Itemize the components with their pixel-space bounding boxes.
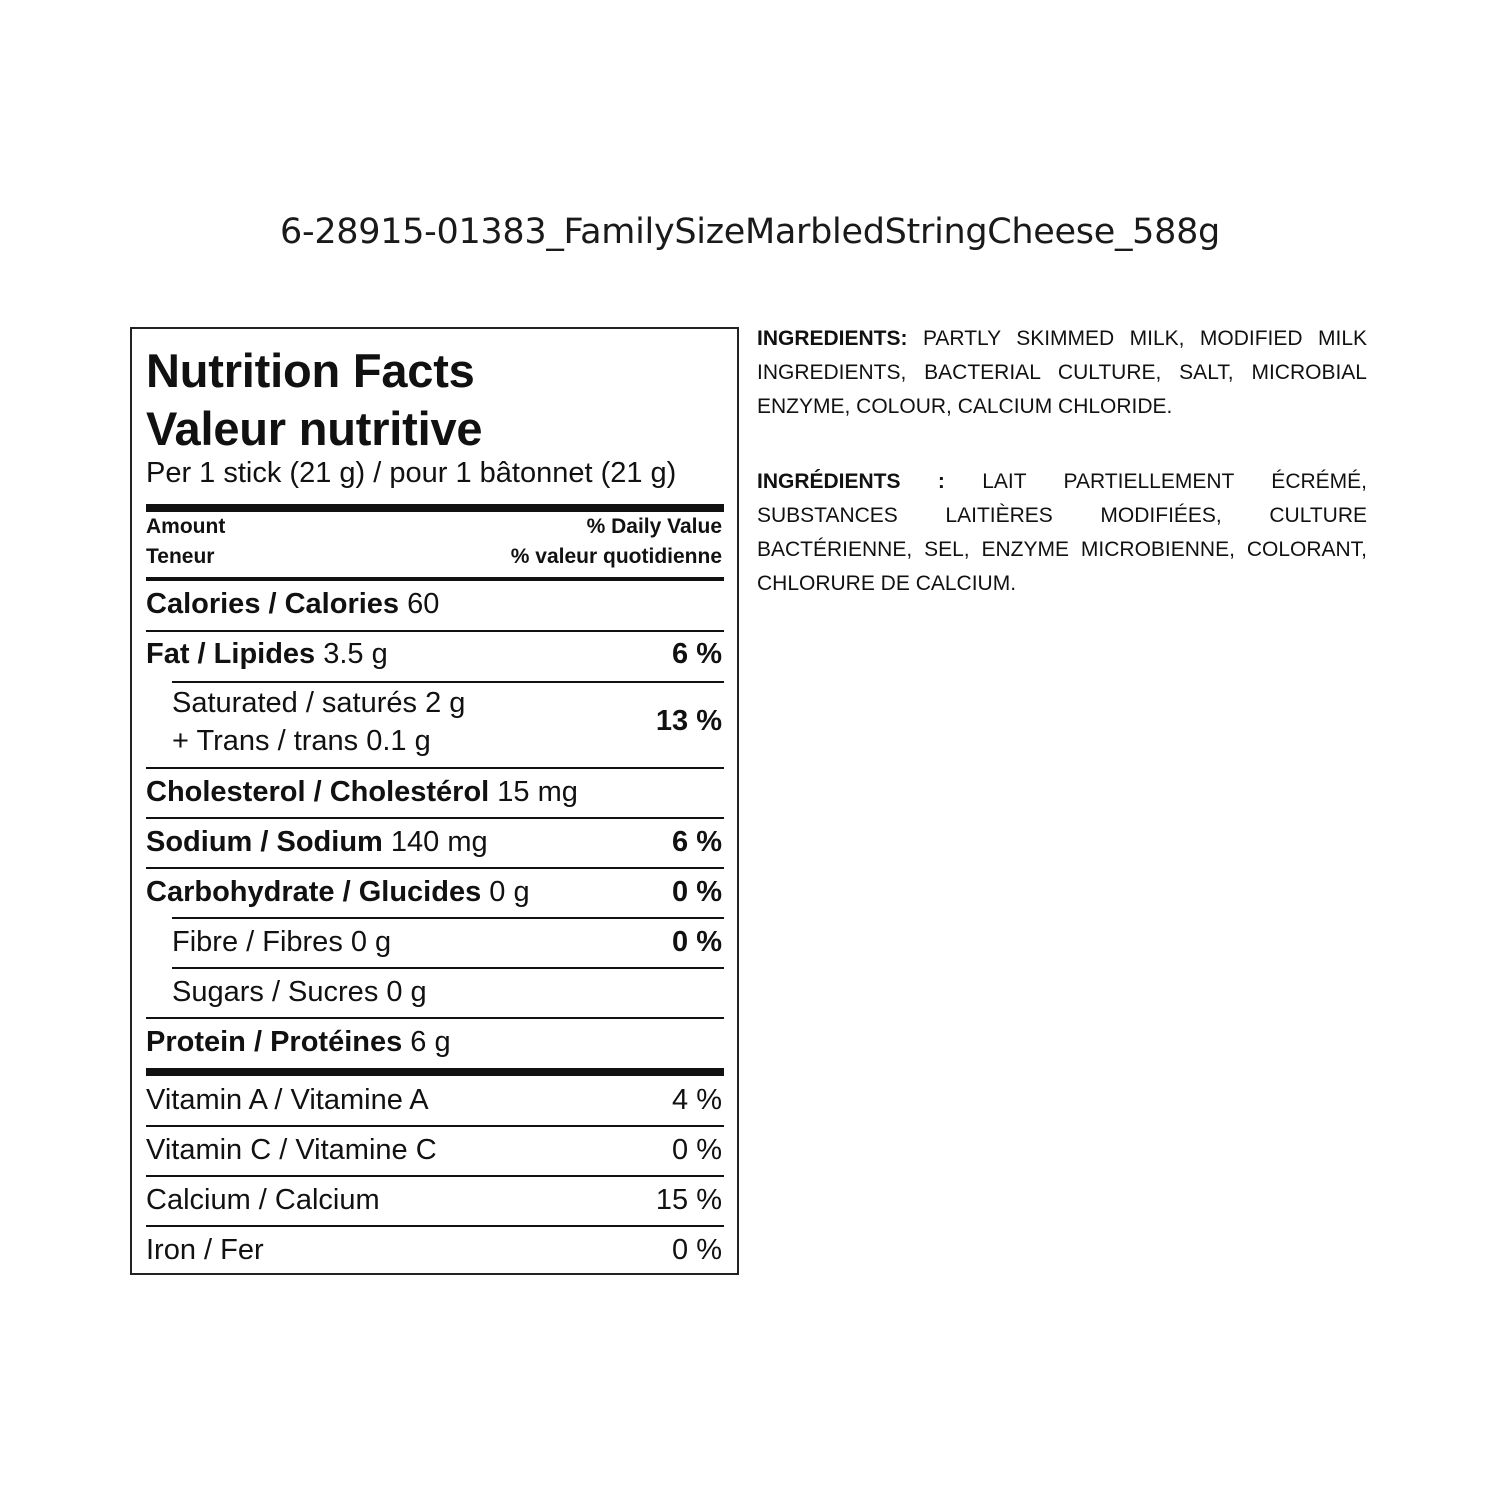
vitamin-a-dv: 4 % [672,1084,722,1116]
protein-row: Protein / Protéines 6 g [146,1026,451,1058]
fibre-row: Fibre / Fibres 0 g [172,926,392,958]
divider [146,817,724,819]
ingredients-en-text: PARTLY SKIMMED MILK, MODIFIED MILK INGREDIENTS, BACTERIAL CULTURE, SALT, MICROBIAL ENZYME, COLOUR, CALCIUM CHLORIDE. [757,327,1368,418]
divider [146,867,724,869]
divider [172,681,724,683]
saturated-trans-dv: 13 % [655,705,722,737]
daily-value-header-en: % Daily Value [586,515,722,538]
ingredients-en [757,322,1367,424]
ingredients-fr-text: LAIT PARTIELLEMENT ÉCRÉMÉ, SUBSTANCES LAITIÈRES MODIFIÉES, CULTURE BACTÉRIENNE, SEL, ENZYME MICROBIENNE, COLORANT, CHLORURE DE CALCIUM. [757,470,1367,595]
divider [146,767,724,769]
fat-row: Fat / Lipides 3.5 g [146,638,388,670]
file-title: 6-28915-01383_FamilySizeMarbledStringCheese_588g [280,212,1220,252]
divider [146,577,724,581]
trans-row: + Trans / trans 0.1 g [172,725,431,757]
divider [172,917,724,919]
fat-dv: 6 % [672,638,722,670]
divider [172,967,724,969]
sodium-row: Sodium / Sodium 140 mg [146,826,488,858]
divider [146,1017,724,1019]
amount-header-fr: Teneur [146,545,215,568]
serving-size: Per 1 stick (21 g) / pour 1 bâtonnet (21 g) [146,457,677,489]
amount-header-en: Amount [146,515,226,538]
calcium-dv: 15 % [655,1184,722,1216]
ingredients-fr [757,465,1367,601]
calcium-row: Calcium / Calcium [146,1184,380,1216]
sugars-row: Sugars / Sucres 0 g [172,976,427,1008]
divider [146,630,724,632]
daily-value-header-fr: % valeur quotidienne [510,545,722,568]
vitamin-a-row: Vitamin A / Vitamine A [146,1084,429,1116]
divider [146,1125,724,1127]
thick-divider [146,1068,724,1076]
nutrition-facts-table [130,327,739,1275]
divider [146,1175,724,1177]
cholesterol-row: Cholesterol / Cholestérol 15 mg [146,776,578,808]
nutrition-title-en: Nutrition Facts [146,344,475,397]
saturated-row: Saturated / saturés 2 g [172,687,466,719]
vitamin-c-row: Vitamin C / Vitamine C [146,1134,437,1166]
carbohydrate-dv: 0 % [672,876,722,908]
calories-row: Calories / Calories 60 [146,588,440,620]
iron-dv: 0 % [672,1234,722,1266]
ingredients-fr-label: INGRÉDIENTS : [757,470,945,493]
vitamin-c-dv: 0 % [672,1134,722,1166]
fibre-dv: 0 % [672,926,722,958]
divider [146,1225,724,1227]
sodium-dv: 6 % [672,826,722,858]
ingredients-en-label: INGREDIENTS: [757,327,908,350]
thick-divider [146,504,724,512]
iron-row: Iron / Fer [146,1234,264,1266]
nutrition-title-fr: Valeur nutritive [146,402,483,455]
carbohydrate-row: Carbohydrate / Glucides 0 g [146,876,530,908]
